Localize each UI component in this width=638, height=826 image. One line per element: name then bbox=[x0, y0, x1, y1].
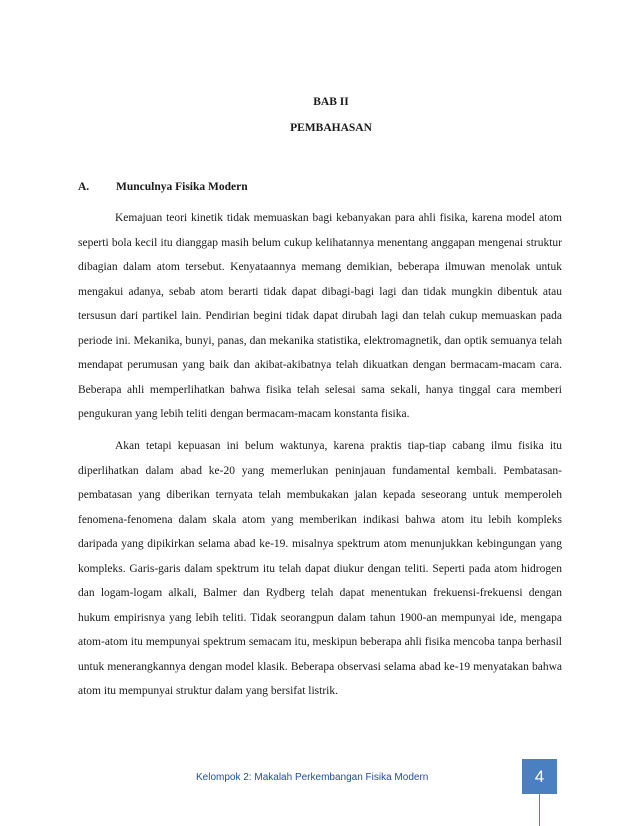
body-paragraph-1: Kemajuan teori kinetik tidak memuaskan bagi kebanyakan para ahli fisika, karena model atom seperti bola kecil itu dianggap masih belum cukup kelihatannya menentang anggapan mengenai struktur dibagian dalam atom tersebut. Kenyataannya memang demikian, beberapa ilmuwan menolak untuk mengakui adanya, sebab atom berarti tidak dapat dibagi-bagi lagi dan tidak mungkin dibentuk atau tersusun dari partikel lain. Pendirian begini tidak dapat dirubah lagi dan telah cukup memuaskan pada periode ini. Mekanika, bunyi, panas, dan mekanika statistika, elektromagnetik, dan optik semuanya telah mendapat perumusan yang baik dan akibat-akibatnya telah dikuatkan dengan bermacam-macam cara. Beberapa ahli memperlihatkan bahwa fisika telah selesai sama sekali, hanya tinggal cara memberi pengukuran yang lebih teliti dengan bermacam-macam konstanta fisika. bbox=[78, 212, 562, 420]
page-number-badge: 4 bbox=[522, 759, 557, 794]
section-letter: A. bbox=[78, 181, 90, 193]
chapter-number: BAB II bbox=[313, 96, 349, 108]
section-title: Munculnya Fisika Modern bbox=[116, 181, 248, 193]
body-paragraph-2: Akan tetapi kepuasan ini belum waktunya, karena praktis tiap-tiap cabang ilmu fisika itu diperlihatkan dalam abad ke-20 yang memerlukan peninjauan fundamental kembali. Pembatasan-pembatasan yang diberikan ternyata telah membukakan jalan kepada seseorang untuk memperoleh fenomena-fenomena dalam skala atom yang memberikan indikasi bahwa atom itu lebih kompleks daripada yang dipikirkan selama abad ke-19. misalnya spektrum atom menunjukkan kebingungan yang kompleks. Garis-garis dalam spektrum itu telah dapat diukur dengan teliti. Seperti pada atom hidrogen dan logam-logam alkali, Balmer dan Rydberg telah dapat menentukan frekuensi-frekuensi dengan hukum empirisnya yang lebih teliti. Tidak seorangpun dalam tahun 1900-an mempunyai ide, mengapa atom-atom itu mempunyai spektrum semacam itu, meskipun beberapa ahli fisika mencoba tanpa berhasil untuk menerangkannya dengan model klasik. Beberapa observasi selama abad ke-19 menyatakan bahwa atom itu mempunyai struktur dalam yang bersifat listrik. bbox=[78, 440, 562, 697]
chapter-title: PEMBAHASAN bbox=[290, 122, 372, 134]
section-heading bbox=[78, 181, 248, 193]
page-number-line bbox=[539, 794, 540, 826]
footer-text: Kelompok 2: Makalah Perkembangan Fisika Modern bbox=[196, 772, 429, 783]
